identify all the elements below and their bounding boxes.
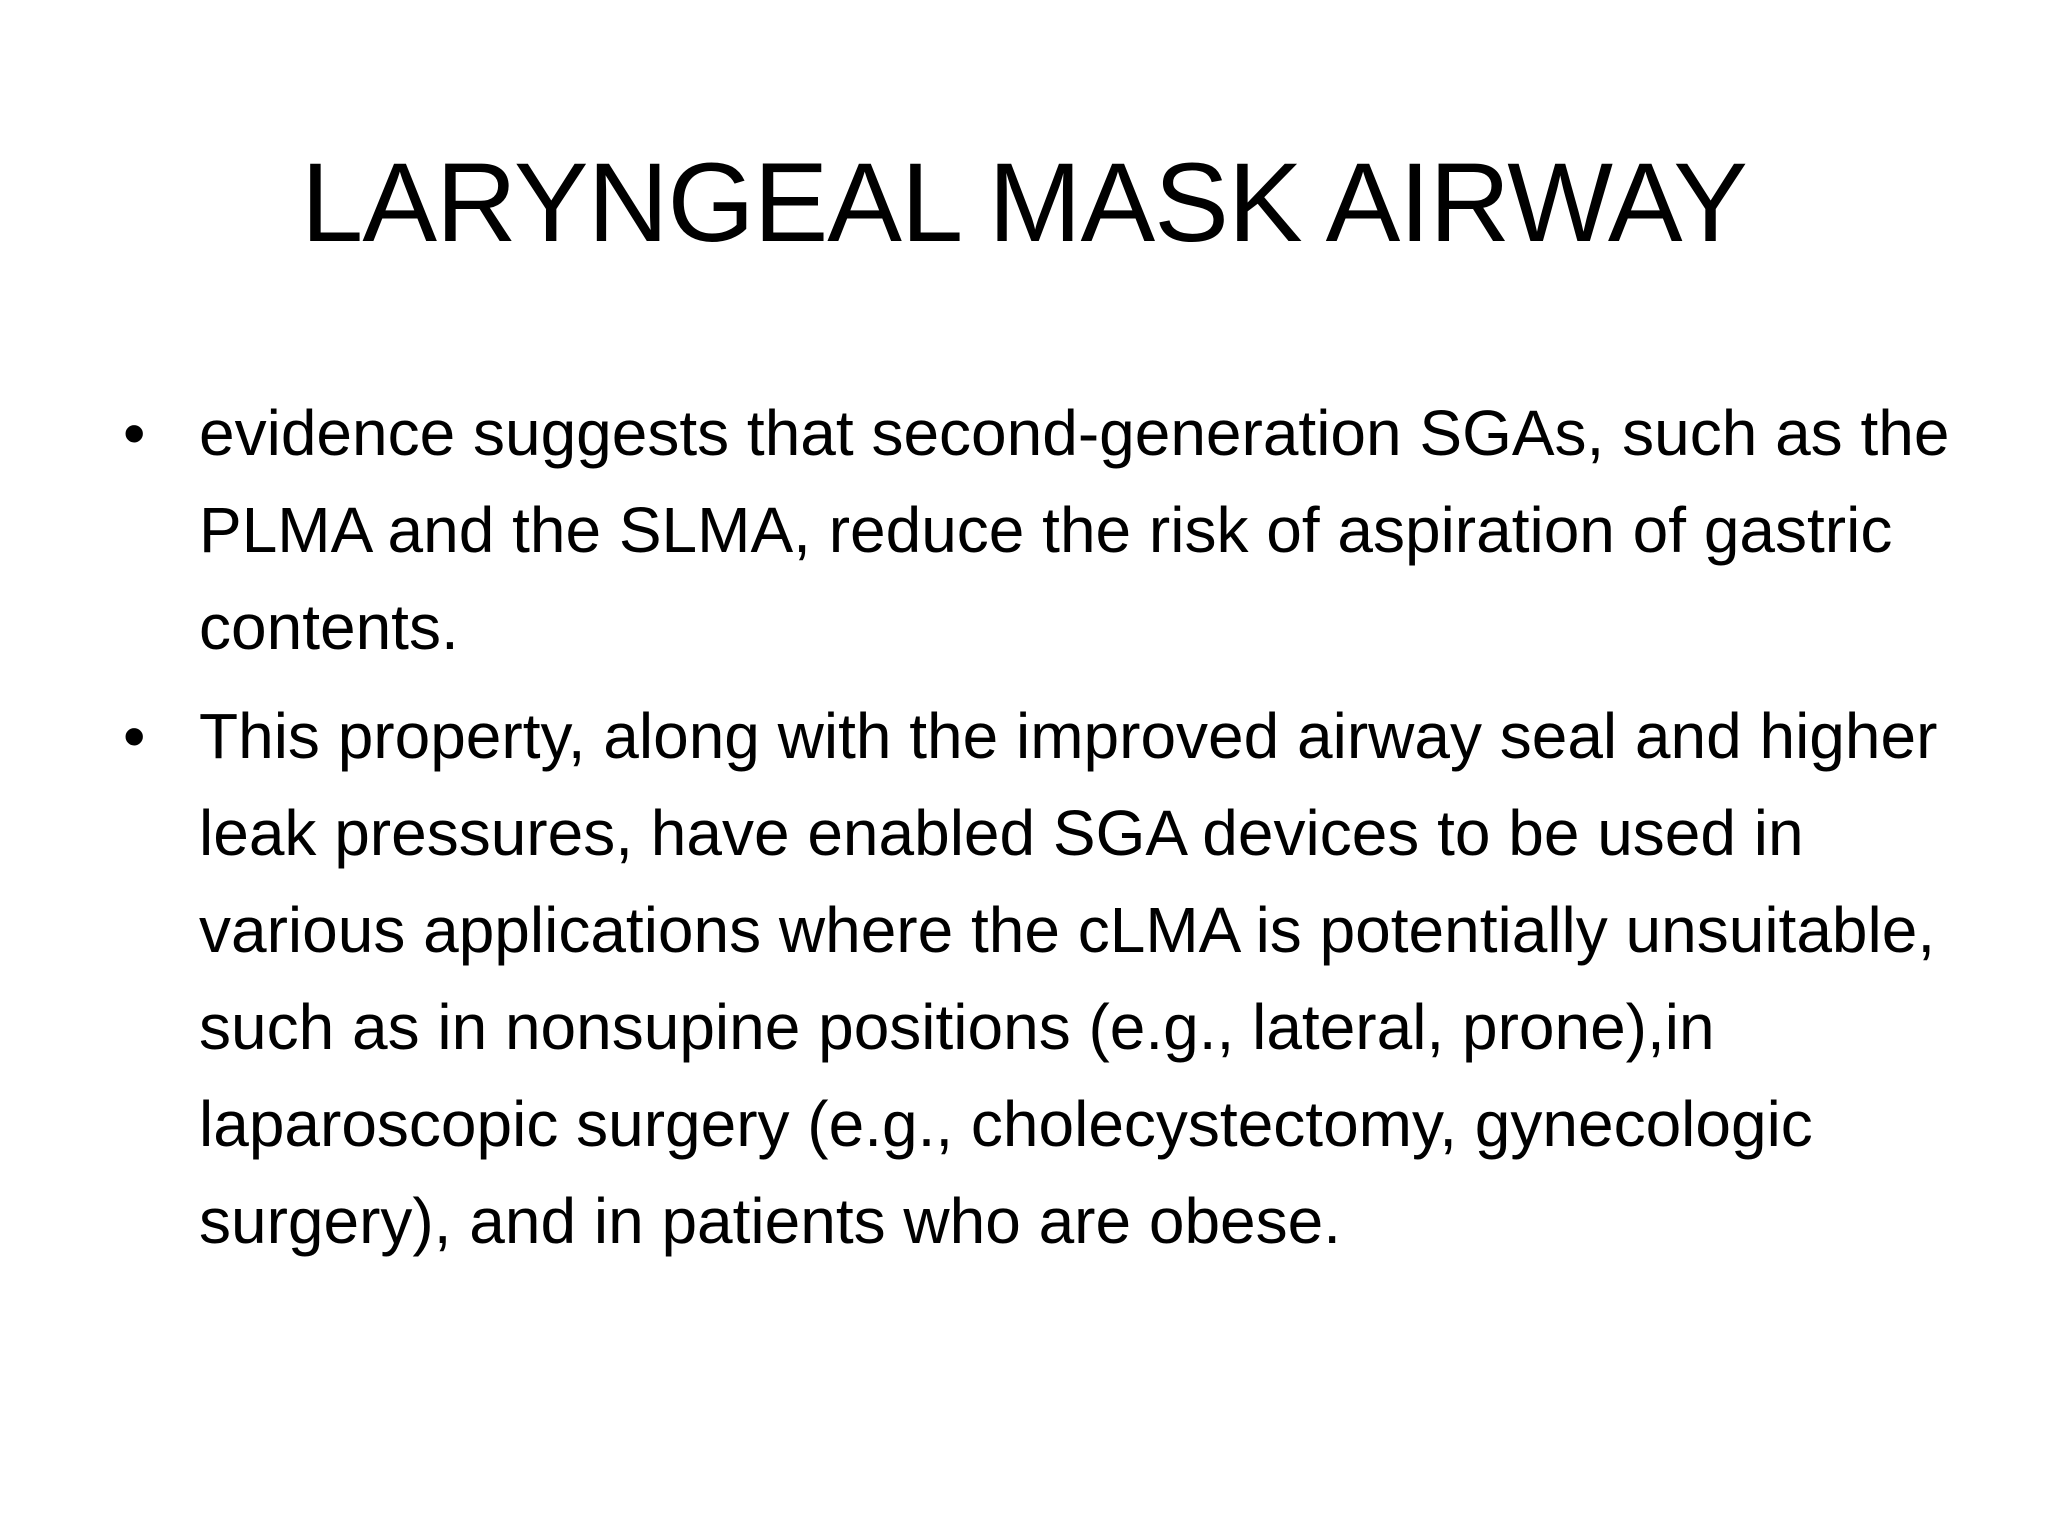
bullet-text: evidence suggests that second-generation SGAs, such as the PLMA and the SLMA, reduce the risk of aspiration of gastric contents. xyxy=(199,397,1950,663)
bullet-item xyxy=(123,688,1953,1270)
bullet-text: This property, along with the improved airway seal and higher leak pressures, have enabled SGA devices to be used in various applications where the cLMA is potentially unsuitable, such as in nonsupine positions (e.g., lateral, prone),in laparoscopic surgery (e.g., cholecystectomy, gynecologic surgery), and in patients who are obese. xyxy=(199,700,1938,1257)
bullet-item xyxy=(123,385,1953,676)
bullet-icon: • xyxy=(123,397,146,469)
slide-title: LARYNGEAL MASK AIRWAY xyxy=(301,140,1747,265)
bullet-icon: • xyxy=(123,700,146,772)
bullet-list xyxy=(123,385,1953,1282)
